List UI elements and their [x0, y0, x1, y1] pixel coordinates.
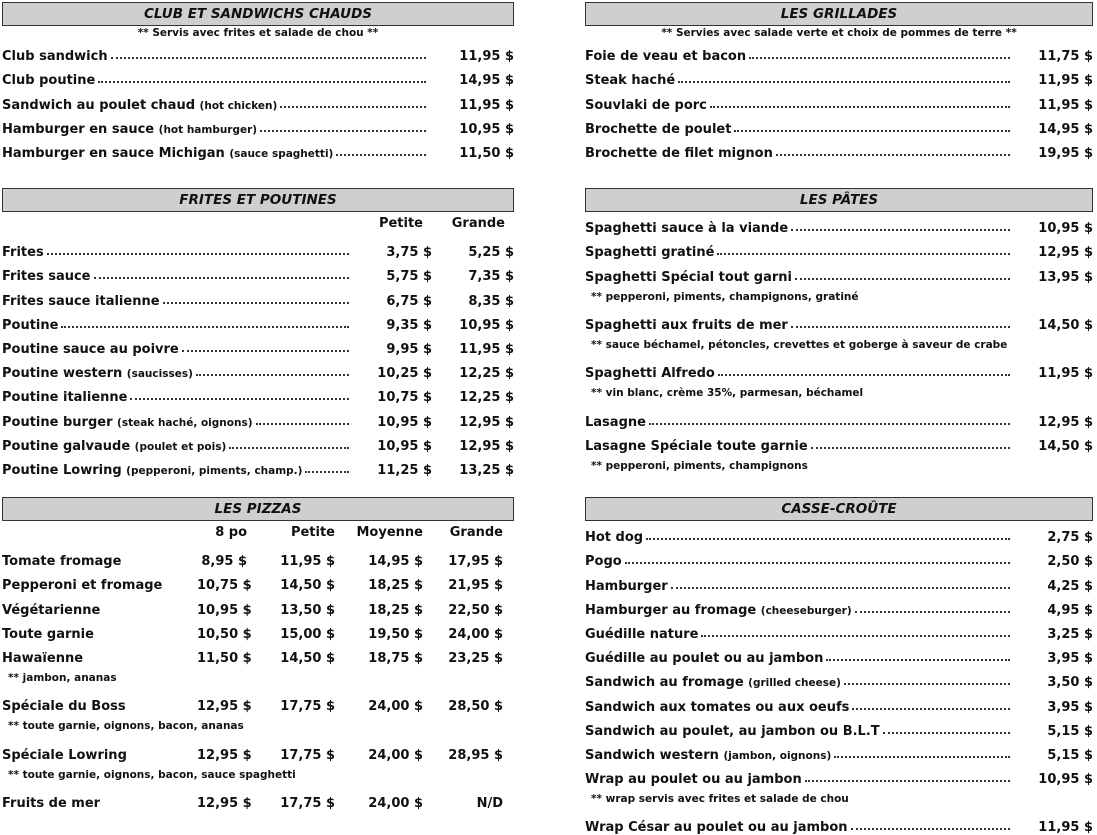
- dot-leader: [844, 683, 1010, 685]
- pizzas-section: [2, 497, 514, 811]
- dot-leader: [646, 538, 1010, 540]
- menu-item-name: Hamburger en sauce Michigan (sauce spaghetti): [2, 145, 334, 161]
- menu-item-row: [585, 357, 1093, 381]
- menu-item-name: Frites sauce italienne: [2, 293, 160, 309]
- menu-item-note: ** pepperoni, piments, champignons, gratiné: [591, 290, 859, 303]
- menu-item-price: 13,25 $: [459, 462, 514, 478]
- menu-item-detail: (saucisses): [126, 368, 193, 381]
- menu-item-row: [2, 454, 514, 478]
- pizza-price: 8,95 $: [201, 554, 247, 570]
- club-list: [2, 40, 514, 161]
- pizzas-col-8po: 8 po: [215, 525, 247, 540]
- frites-col-grande: Grande: [451, 216, 505, 231]
- pizza-row: [2, 690, 514, 714]
- menu-item-price: 5,15 $: [1047, 747, 1093, 763]
- pizza-price: 14,50 $: [280, 578, 335, 594]
- pizza-name: Tomate fromage: [2, 554, 122, 570]
- grillades-header: LES GRILLADES: [585, 2, 1093, 26]
- club-note: ** Servis avec frites et salade de chou **: [137, 27, 379, 39]
- menu-item-detail: (hot hamburger): [158, 123, 258, 136]
- menu-item-name: Frites: [2, 245, 44, 261]
- pizza-row: [2, 569, 514, 593]
- dot-leader: [336, 154, 426, 156]
- menu-item-price: 2,75 $: [1047, 530, 1093, 546]
- menu-item-name: Spaghetti Spécial tout garni: [585, 269, 792, 285]
- menu-item-detail: (sauce spaghetti): [229, 147, 334, 160]
- pizza-row: [2, 642, 514, 666]
- pizza-price: N/D: [476, 796, 503, 812]
- menu-item-price: 14,50 $: [1038, 438, 1093, 454]
- menu-item-price: 5,15 $: [1047, 723, 1093, 739]
- menu-item-name: Sandwich au fromage (grilled cheese): [585, 675, 841, 691]
- pizza-price: 22,50 $: [448, 602, 503, 618]
- menu-item-detail: (pepperoni, piments, champ.): [126, 464, 303, 477]
- menu-item-row: [2, 284, 514, 308]
- frites-column-headers: [2, 212, 514, 236]
- grillades-section: [585, 2, 1093, 161]
- dot-leader: [182, 350, 349, 352]
- menu-item-row: [585, 236, 1093, 260]
- pizzas-column-headers: [2, 521, 514, 545]
- pizza-price: 18,75 $: [368, 650, 423, 666]
- menu-item-note: ** pepperoni, piments, champignons: [591, 459, 808, 472]
- menu-item-row: [2, 357, 514, 381]
- menu-item-note: ** wrap servis avec frites et salade de chou: [591, 793, 849, 806]
- pates-list: [585, 212, 1093, 478]
- menu-item-price: 14,95 $: [459, 73, 514, 89]
- menu-item-row: [2, 260, 514, 284]
- menu-item-name: Spaghetti aux fruits de mer: [585, 317, 788, 333]
- menu-item-price: 12,95 $: [1038, 245, 1093, 261]
- menu-item-price: 10,25 $: [377, 366, 432, 382]
- dot-leader: [791, 229, 1010, 231]
- dot-leader: [852, 708, 1010, 710]
- pizzas-col-petite: Petite: [290, 525, 335, 540]
- menu-item-row: [2, 88, 514, 112]
- pizza-price: 18,25 $: [368, 578, 423, 594]
- menu-item-name: Sandwich aux tomates ou aux oeufs: [585, 699, 850, 715]
- menu-item-price: 3,95 $: [1047, 651, 1093, 667]
- club-section: [2, 2, 514, 161]
- pizza-row: [2, 739, 514, 763]
- pizza-price: 17,75 $: [280, 699, 335, 715]
- menu-item-note: ** toute garnie, oignons, bacon, sauce spaghetti: [8, 768, 296, 781]
- menu-item-price: 11,95 $: [1038, 73, 1093, 89]
- pizza-price: 28,95 $: [448, 747, 503, 763]
- menu-item-name: Poutine western (saucisses): [2, 366, 193, 382]
- menu-item-note: ** sauce béchamel, pétoncles, crevettes et goberge à saveur de crabe: [591, 338, 1008, 351]
- menu-item-name: Sandwich au poulet, au jambon ou B.L.T: [585, 723, 880, 739]
- casse-section: [585, 497, 1093, 835]
- menu-item-price: 12,95 $: [459, 414, 514, 430]
- pizza-price: 17,75 $: [280, 747, 335, 763]
- club-header: CLUB ET SANDWICHS CHAUDS: [2, 2, 514, 26]
- menu-item-price: 10,95 $: [459, 317, 514, 333]
- casse-list: [585, 521, 1093, 835]
- menu-item-name: Wrap César au poulet ou au jambon: [585, 820, 848, 835]
- pizza-price: 23,25 $: [448, 650, 503, 666]
- dot-leader: [855, 611, 1010, 613]
- menu-item-price: 11,95 $: [459, 49, 514, 65]
- pizza-price: 11,95 $: [280, 554, 335, 570]
- menu-item-price: 7,35 $: [468, 269, 514, 285]
- dot-leader: [61, 326, 349, 328]
- menu-item-name: Lasagne Spéciale toute garnie: [585, 438, 808, 454]
- menu-item-detail: (hot chicken): [199, 99, 278, 112]
- dot-leader: [649, 423, 1010, 425]
- menu-item-row: [585, 521, 1093, 545]
- menu-item-row: [2, 405, 514, 429]
- dot-leader: [256, 423, 349, 425]
- menu-item-name: Poutine galvaude (poulet et pois): [2, 438, 227, 454]
- menu-item-price: 11,75 $: [1038, 49, 1093, 65]
- menu-item-price: 11,95 $: [459, 97, 514, 113]
- pizza-price: 18,25 $: [368, 602, 423, 618]
- pizza-name: Végétarienne: [2, 602, 101, 618]
- frites-col-petite: Petite: [378, 216, 423, 231]
- menu-item-price: 3,25 $: [1047, 626, 1093, 642]
- pizza-name: Spéciale du Boss: [2, 699, 126, 715]
- menu-item-note: ** vin blanc, crème 35%, parmesan, béchamel: [591, 387, 864, 400]
- menu-item-name: Brochette de filet mignon: [585, 145, 773, 161]
- pizza-price: 12,95 $: [197, 747, 252, 763]
- dot-leader: [98, 81, 426, 83]
- menu-item-name: Spaghetti sauce à la viande: [585, 221, 789, 237]
- frites-header: FRITES ET POUTINES: [2, 188, 514, 212]
- menu-item-name: Poutine burger (steak haché, oignons): [2, 414, 253, 430]
- menu-item-detail: (jambon, oignons): [723, 749, 832, 762]
- menu-item-row: [585, 113, 1093, 137]
- pates-header: LES PÂTES: [585, 188, 1093, 212]
- pizza-price: 24,00 $: [448, 626, 503, 642]
- dot-leader: [130, 398, 349, 400]
- dot-leader: [163, 302, 349, 304]
- menu-item-price: 9,95 $: [386, 341, 432, 357]
- menu-item-row: [2, 430, 514, 454]
- dot-leader: [826, 659, 1010, 661]
- menu-item-name: Hamburger en sauce (hot hamburger): [2, 121, 258, 137]
- menu-item-name: Club sandwich: [2, 49, 108, 65]
- menu-item-name: Poutine: [2, 317, 59, 333]
- pizza-name: Toute garnie: [2, 626, 94, 642]
- pizza-row: [2, 593, 514, 617]
- pizza-price: 10,75 $: [197, 578, 252, 594]
- menu-item-row: [585, 763, 1093, 787]
- pizzas-col-moyenne: Moyenne: [356, 525, 423, 540]
- dot-leader: [791, 326, 1010, 328]
- pizza-name: Hawaïenne: [2, 650, 84, 666]
- menu-item-name: Lasagne: [585, 414, 646, 430]
- pizzas-header: LES PIZZAS: [2, 497, 514, 521]
- pizza-price: 17,75 $: [280, 796, 335, 812]
- pizza-price: 24,00 $: [368, 699, 423, 715]
- menu-item-price: 10,95 $: [1038, 221, 1093, 237]
- pizzas-col-grande: Grande: [449, 525, 503, 540]
- menu-item-row: [2, 236, 514, 260]
- menu-item-price: 5,75 $: [386, 269, 432, 285]
- menu-item-price: 12,95 $: [1038, 414, 1093, 430]
- menu-item-name: Foie de veau et bacon: [585, 49, 747, 65]
- pizza-price: 10,95 $: [197, 602, 252, 618]
- menu-item-name: Hot dog: [585, 530, 644, 546]
- menu-item-price: 10,95 $: [377, 438, 432, 454]
- menu-item-row: [585, 811, 1093, 835]
- dot-leader: [625, 562, 1010, 564]
- menu-item-row: [585, 64, 1093, 88]
- menu-item-price: 6,75 $: [386, 293, 432, 309]
- dot-leader: [305, 471, 349, 473]
- menu-item-price: 11,50 $: [459, 145, 514, 161]
- dot-leader: [834, 756, 1010, 758]
- menu-item-price: 5,25 $: [468, 245, 514, 261]
- menu-item-price: 14,95 $: [1038, 121, 1093, 137]
- menu-item-price: 13,95 $: [1038, 269, 1093, 285]
- menu-item-row: [585, 618, 1093, 642]
- dot-leader: [805, 780, 1010, 782]
- menu-item-price: 11,95 $: [459, 341, 514, 357]
- pizza-price: 14,95 $: [368, 554, 423, 570]
- menu-item-row: [585, 690, 1093, 714]
- dot-leader: [718, 374, 1010, 376]
- menu-item-price: 10,95 $: [1038, 772, 1093, 788]
- menu-item-name: Poutine Lowring (pepperoni, piments, champ.): [2, 462, 303, 478]
- menu-item-name: Guédille au poulet ou au jambon: [585, 651, 824, 667]
- pizza-price: 24,00 $: [368, 747, 423, 763]
- menu-item-detail: (grilled cheese): [748, 677, 841, 690]
- menu-item-price: 14,50 $: [1038, 317, 1093, 333]
- grillades-note: ** Servies avec salade verte et choix de pommes de terre **: [661, 27, 1017, 39]
- menu-item-price: 8,35 $: [468, 293, 514, 309]
- menu-item-row: [585, 715, 1093, 739]
- dot-leader: [717, 253, 1010, 255]
- menu-item-row: [2, 64, 514, 88]
- menu-item-row: [585, 137, 1093, 161]
- pizza-price: 15,00 $: [280, 626, 335, 642]
- menu-item-name: Hamburger: [585, 578, 668, 594]
- menu-item-row: [585, 309, 1093, 333]
- pizza-price: 21,95 $: [448, 578, 503, 594]
- menu-item-name: Guédille nature: [585, 626, 699, 642]
- menu-item-row: [2, 40, 514, 64]
- menu-item-price: 12,25 $: [459, 390, 514, 406]
- menu-item-row: [585, 666, 1093, 690]
- dot-leader: [734, 130, 1010, 132]
- menu-item-detail: (steak haché, oignons): [117, 416, 253, 429]
- menu-item-name: Frites sauce: [2, 269, 91, 285]
- menu-item-name: Poutine italienne: [2, 390, 128, 406]
- menu-item-name: Spaghetti Alfredo: [585, 366, 715, 382]
- pizza-price: 14,50 $: [280, 650, 335, 666]
- dot-leader: [749, 57, 1010, 59]
- dot-leader: [47, 253, 349, 255]
- dot-leader: [111, 57, 426, 59]
- menu-item-name: Hamburger au fromage (cheeseburger): [585, 602, 852, 618]
- menu-item-price: 12,95 $: [459, 438, 514, 454]
- menu-item-row: [2, 113, 514, 137]
- menu-item-name: Poutine sauce au poivre: [2, 341, 179, 357]
- menu-item-row: [2, 333, 514, 357]
- pizza-price: 24,00 $: [368, 796, 423, 812]
- menu-item-price: 9,35 $: [386, 317, 432, 333]
- menu-item-note: ** jambon, ananas: [8, 671, 117, 684]
- grillades-list: [585, 40, 1093, 161]
- pizza-price: 19,50 $: [368, 626, 423, 642]
- menu-item-row: [585, 569, 1093, 593]
- menu-item-name: Sandwich western (jambon, oignons): [585, 747, 832, 763]
- menu-item-name: Souvlaki de porc: [585, 97, 707, 113]
- menu-item-detail: (poulet et pois): [134, 440, 227, 453]
- menu-item-price: 11,95 $: [1038, 366, 1093, 382]
- menu-item-row: [2, 137, 514, 161]
- dot-leader: [701, 635, 1010, 637]
- menu-item-price: 4,25 $: [1047, 578, 1093, 594]
- pizza-price: 13,50 $: [280, 602, 335, 618]
- pizza-price: 11,50 $: [197, 650, 252, 666]
- menu-item-row: [585, 545, 1093, 569]
- menu-item-name: Sandwich au poulet chaud (hot chicken): [2, 97, 278, 113]
- pates-section: [585, 188, 1093, 478]
- menu-item-detail: (cheeseburger): [760, 604, 852, 617]
- dot-leader: [678, 81, 1010, 83]
- dot-leader: [883, 732, 1010, 734]
- dot-leader: [671, 587, 1010, 589]
- menu-item-name: Brochette de poulet: [585, 121, 732, 137]
- dot-leader: [280, 106, 426, 108]
- pizza-name: Fruits de mer: [2, 796, 101, 812]
- dot-leader: [229, 447, 349, 449]
- pizza-row: [2, 787, 514, 811]
- menu-item-price: 3,50 $: [1047, 675, 1093, 691]
- menu-item-row: [585, 594, 1093, 618]
- menu-item-price: 10,95 $: [459, 121, 514, 137]
- menu-item-note: ** toute garnie, oignons, bacon, ananas: [8, 720, 244, 733]
- menu-item-price: 3,75 $: [386, 245, 432, 261]
- dot-leader: [851, 828, 1010, 830]
- pizza-price: 10,50 $: [197, 626, 252, 642]
- dot-leader: [795, 278, 1010, 280]
- menu-item-row: [2, 381, 514, 405]
- dot-leader: [94, 277, 350, 279]
- menu-item-row: [585, 642, 1093, 666]
- menu-item-price: 10,95 $: [377, 414, 432, 430]
- menu-item-price: 10,75 $: [377, 390, 432, 406]
- menu-item-name: Club poutine: [2, 73, 96, 89]
- menu-item-price: 12,25 $: [459, 366, 514, 382]
- pizza-price: 12,95 $: [197, 699, 252, 715]
- menu-item-row: [585, 260, 1093, 284]
- menu-item-row: [585, 739, 1093, 763]
- pizza-name: Pepperoni et fromage: [2, 578, 163, 594]
- casse-header: CASSE-CROÛTE: [585, 497, 1093, 521]
- pizzas-list: [2, 545, 514, 811]
- menu-item-name: Steak haché: [585, 73, 676, 89]
- dot-leader: [260, 130, 426, 132]
- pizza-price: 28,50 $: [448, 699, 503, 715]
- pizza-row: [2, 545, 514, 569]
- pizza-name: Spéciale Lowring: [2, 747, 127, 763]
- pizza-price: 17,95 $: [448, 554, 503, 570]
- menu-item-name: Wrap au poulet ou au jambon: [585, 772, 802, 788]
- frites-list: [2, 236, 514, 478]
- menu-item-price: 3,95 $: [1047, 699, 1093, 715]
- menu-item-price: 11,95 $: [1038, 97, 1093, 113]
- pizza-row: [2, 618, 514, 642]
- menu-item-price: 11,25 $: [377, 462, 432, 478]
- dot-leader: [776, 154, 1010, 156]
- menu-item-price: 19,95 $: [1038, 145, 1093, 161]
- dot-leader: [196, 374, 349, 376]
- menu-item-row: [585, 212, 1093, 236]
- frites-section: [2, 188, 514, 478]
- menu-item-name: Spaghetti gratiné: [585, 245, 715, 261]
- dot-leader: [710, 106, 1010, 108]
- menu-item-row: [585, 406, 1093, 430]
- menu-item-row: [2, 309, 514, 333]
- menu-item-price: 4,95 $: [1047, 602, 1093, 618]
- menu-item-price: 2,50 $: [1047, 554, 1093, 570]
- menu-item-row: [585, 40, 1093, 64]
- menu-item-name: Pogo: [585, 554, 622, 570]
- dot-leader: [811, 447, 1010, 449]
- menu-item-row: [585, 430, 1093, 454]
- menu-item-row: [585, 88, 1093, 112]
- pizza-price: 12,95 $: [197, 796, 252, 812]
- menu-item-price: 11,95 $: [1038, 820, 1093, 835]
